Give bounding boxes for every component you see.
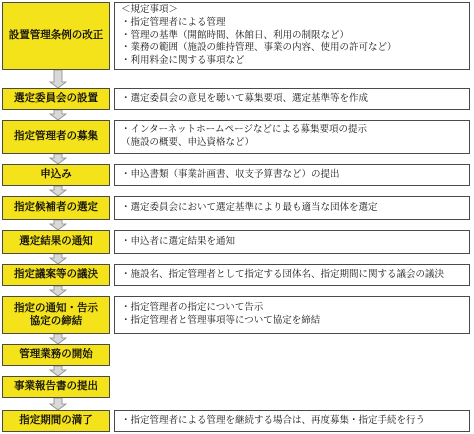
- flow-row-candidate-selection: [2, 196, 470, 220]
- down-arrow-icon: [48, 110, 68, 120]
- description-line: ・指定管理者による管理を継続する場合は、再度募集・指定手続を行う: [121, 414, 426, 426]
- flow-row-report-submission: [2, 376, 470, 398]
- flow-row-designation-notice: [2, 296, 470, 334]
- step-description-period-end: [114, 410, 470, 432]
- step-description-selection-committee: [114, 88, 470, 110]
- description-line: ・業務の範囲（施設の維持管理、事業の内容、使用の許可など）: [121, 42, 397, 54]
- step-box-report-submission: 事業報告書の提出: [2, 376, 110, 398]
- description-line: ・申込書類（事業計画書、収支予算書など）の提出: [121, 168, 340, 180]
- step-box-recruitment: 指定管理者の募集: [2, 120, 110, 154]
- description-line: （施設の概要、申込資格など）: [121, 137, 255, 148]
- flow-row-ordinance-revision: [2, 2, 470, 70]
- step-box-period-end: 指定期間の満了: [2, 410, 110, 432]
- step-description-candidate-selection: [114, 196, 470, 220]
- step-box-ordinance-revision: 設置管理条例の改正: [2, 2, 110, 70]
- description-line: ・管理の基準（開館時間、休館日、利用の制限など）: [121, 29, 350, 41]
- down-arrow-icon: [48, 254, 68, 264]
- description-line: ・インターネットホームページなどによる募集要項の提示: [121, 124, 367, 136]
- down-arrow-icon: [48, 286, 68, 296]
- step-description-application: [114, 164, 470, 186]
- down-arrow-icon: [48, 186, 68, 196]
- down-arrow-icon: [48, 220, 68, 230]
- step-box-designation-notice: 指定の通知・告示 協定の締結: [2, 296, 110, 334]
- description-line: ・利用料金に関する事項など: [121, 55, 245, 67]
- step-box-operation-start: 管理業務の開始: [2, 344, 110, 366]
- description-line: ＜規定事項＞: [121, 3, 179, 15]
- step-box-candidate-selection: 指定候補者の選定: [2, 196, 110, 220]
- down-arrow-icon: [48, 70, 68, 88]
- step-box-application: 申込み: [2, 164, 110, 186]
- description-line: ・選定委員会の意見を聴いて募集要項、選定基準等を作成: [121, 92, 369, 104]
- step-description-council-resolution: [114, 264, 470, 286]
- flow-row-period-end: [2, 410, 470, 432]
- step-description-ordinance-revision: [114, 2, 470, 70]
- flow-row-result-notice: [2, 230, 470, 254]
- step-description-designation-notice: [114, 296, 470, 334]
- description-line: ・指定管理者の指定について告示: [121, 302, 264, 314]
- description-line: ・選定委員会において選定基準により最も適当な団体を選定: [121, 201, 378, 213]
- down-arrow-icon: [48, 334, 68, 344]
- step-description-recruitment: [114, 120, 470, 154]
- down-arrow-icon: [48, 154, 68, 164]
- description-line: ・指定管理者と管理事項等について協定を締結: [121, 315, 321, 326]
- flow-row-recruitment: [2, 120, 470, 154]
- description-line: ・申込者に選定結果を通知: [121, 235, 236, 247]
- flow-row-selection-committee: [2, 88, 470, 110]
- flow-row-application: [2, 164, 470, 186]
- step-description-result-notice: [114, 230, 470, 254]
- description-line: ・指定管理者による管理: [121, 16, 226, 28]
- step-box-council-resolution: 指定議案等の議決: [2, 264, 110, 286]
- flow-row-council-resolution: [2, 264, 470, 286]
- step-box-selection-committee: 選定委員会の設置: [2, 88, 110, 110]
- flow-row-operation-start: [2, 344, 470, 366]
- step-box-result-notice: 選定結果の通知: [2, 230, 110, 254]
- description-line: ・施設名、指定管理者として指定する団体名、指定期間に関する議会の議決: [121, 268, 445, 280]
- down-arrow-icon: [48, 366, 68, 376]
- down-arrow-icon: [48, 398, 68, 410]
